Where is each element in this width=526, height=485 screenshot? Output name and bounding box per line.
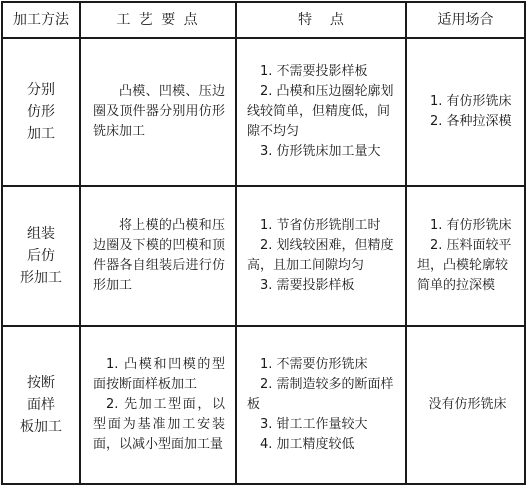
application-line: 2. 各种拉深模 [430, 114, 512, 129]
feature-line: 4. 加工精度较低 [260, 437, 355, 452]
method-line: 形加工 [20, 270, 62, 286]
applications-cell [406, 326, 525, 484]
process-cell [80, 326, 236, 484]
application-line: 2. 压料面较平坦，凸模轮廓较简单的拉深模 [417, 238, 512, 293]
application-line: 1. 有仿形铣床 [430, 218, 512, 233]
method-line: 组装 [27, 226, 55, 242]
features-cell [236, 186, 406, 326]
process-cell [80, 186, 236, 326]
feature-line: 1. 节省仿形铣削工时 [260, 218, 381, 233]
feature-line: 3. 需要投影样板 [260, 278, 355, 293]
table-row [2, 38, 525, 186]
feature-line: 1. 不需要投影样板 [260, 64, 368, 79]
features-cell [236, 326, 406, 484]
process-line: 凸模、凹模、压边圈及顶件器分别用仿形铣床加工 [93, 84, 225, 139]
feature-line: 2. 凸模和压边圈轮廓划线较简单，但精度低，间隙不均匀 [247, 84, 394, 139]
method-line: 后仿 [27, 248, 55, 264]
process-line: 1. 凸模和凹模的型面按断面样板加工 [93, 357, 225, 392]
header-features: 特 点 [236, 2, 406, 38]
feature-line: 3. 仿形铣床加工量大 [260, 144, 381, 159]
features-cell [236, 38, 406, 186]
method-cell [2, 38, 80, 186]
process-line: 2. 先加工型面，以型面为基准加工安装面，以减小型面加工量 [93, 397, 225, 452]
applications-cell [406, 38, 525, 186]
method-line: 仿形 [27, 104, 55, 120]
feature-line: 2. 需制造较多的断面样板 [247, 377, 394, 412]
method-line: 按断 [27, 375, 55, 391]
feature-line: 1. 不需要仿形铣床 [260, 357, 368, 372]
header-applications: 适用场合 [406, 2, 525, 38]
table-row [2, 326, 525, 484]
table-header-row [2, 2, 525, 38]
page-content [1, 1, 524, 483]
method-cell [2, 186, 80, 326]
method-line: 板加工 [20, 419, 62, 435]
application-line: 1. 有仿形铣床 [430, 94, 512, 109]
table-row [2, 186, 525, 326]
process-cell [80, 38, 236, 186]
applications-cell [406, 186, 525, 326]
header-method: 加工方法 [2, 2, 80, 38]
method-line: 面样 [27, 397, 55, 413]
feature-line: 2. 划线较困难，但精度高，且加工间隙均匀 [247, 238, 394, 273]
application-line: 没有仿形铣床 [428, 397, 507, 412]
method-cell [2, 326, 80, 484]
method-line: 分别 [27, 82, 55, 98]
processing-methods-table [1, 1, 526, 485]
method-line: 加工 [27, 126, 55, 142]
process-line: 将上模的凸模和压边圈及下模的凹模和顶件器各自组装后进行仿形加工 [93, 218, 225, 293]
feature-line: 3. 钳工工作量较大 [260, 417, 368, 432]
header-process: 工 艺 要 点 [80, 2, 236, 38]
